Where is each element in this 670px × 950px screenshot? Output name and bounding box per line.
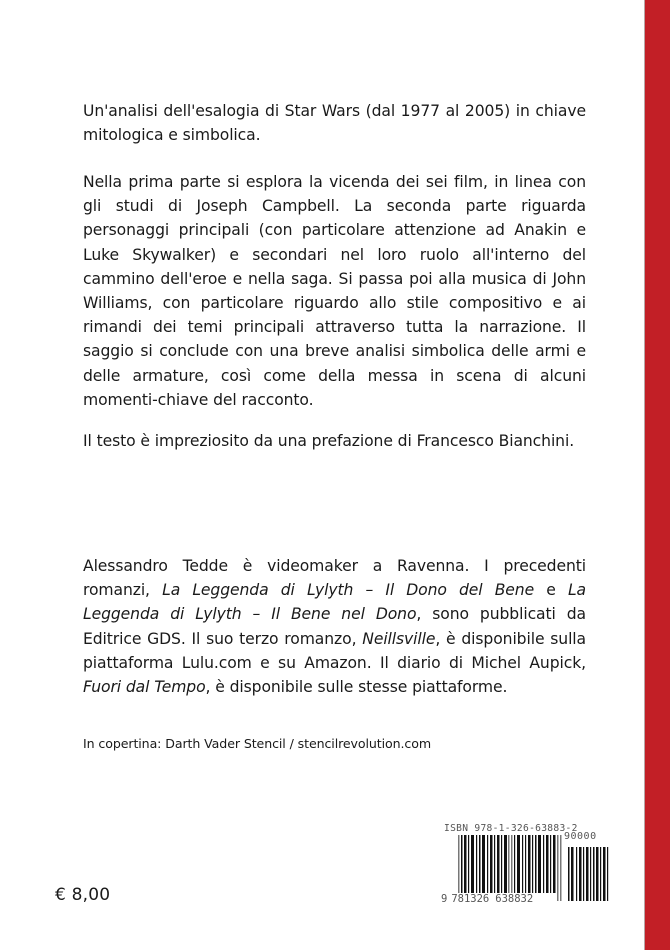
book-title-4: Fuori dal Tempo [83, 678, 206, 697]
ean-group-2: 638832 [495, 893, 534, 905]
book-title-2: La Leggenda di Lylyth – Il Bene nel Dono [83, 581, 586, 624]
book-title-1: La Leggenda di Lylyth – Il Dono del Bene [162, 581, 535, 600]
book-title-3: Neillsville [362, 629, 436, 648]
cover-credit-text: In copertina: Darth Vader Stencil / stencilrevolution.com [83, 736, 432, 751]
author-bio-paragraph [83, 554, 586, 699]
isbn-barcode [440, 823, 615, 908]
isbn-label: ISBN 978-1-326-63883-2 [444, 823, 578, 834]
intro-text: Un'analisi dell'esalogia di Star Wars (dal 1977 al 2005) in chiave mitologica e simbolica. [83, 102, 586, 145]
price-label: € 8,00 [55, 885, 111, 905]
synopsis-paragraph [83, 170, 586, 412]
intro-paragraph [83, 99, 586, 147]
ean-group-1: 781326 [451, 893, 490, 905]
synopsis-text: Nella prima parte si esplora la vicenda dei sei film, in linea con gli studi di Joseph Campbell. La seconda parte riguarda personaggi principali (con particolare attenzione ad Anakin e Luke Skywalker) e secondari nel loro ruolo all'interno del cammino dell'eroe e nella saga. Si passa poi alla musica di John Williams, con particolare riguardo allo stile compositivo e ai rimandi dei temi principali attraverso tutta la narrazione. Il saggio si conclude con una breve analisi simbolica delle armi e delle armature, così come della messa in scena di alcuni momenti-chiave del racconto. [83, 173, 586, 409]
ean-first-digit: 9 [441, 893, 448, 905]
cover-credit [83, 735, 586, 753]
preface-paragraph [83, 429, 586, 453]
red-spine-strip [644, 0, 670, 950]
preface-text: Il testo è impreziosito da una prefazione di Francesco Bianchini. [83, 432, 575, 450]
author-bio-text: Alessandro Tedde è videomaker a Ravenna. I precedenti romanzi, La Leggenda di Lylyth – Il Dono del Bene e La Leggenda di Lylyth – Il Bene nel Dono, sono pubblicati da Editrice GDS. Il suo terzo romanzo, Neillsville, è disponibile sulla piattaforma Lulu.com e su Amazon. Il diario di Michel Aupick, Fuori dal Tempo, è disponibile sulle stesse piattaforme. [83, 557, 586, 697]
barcode-addon-label: 90000 [564, 831, 597, 842]
ean-digits [440, 893, 534, 905]
